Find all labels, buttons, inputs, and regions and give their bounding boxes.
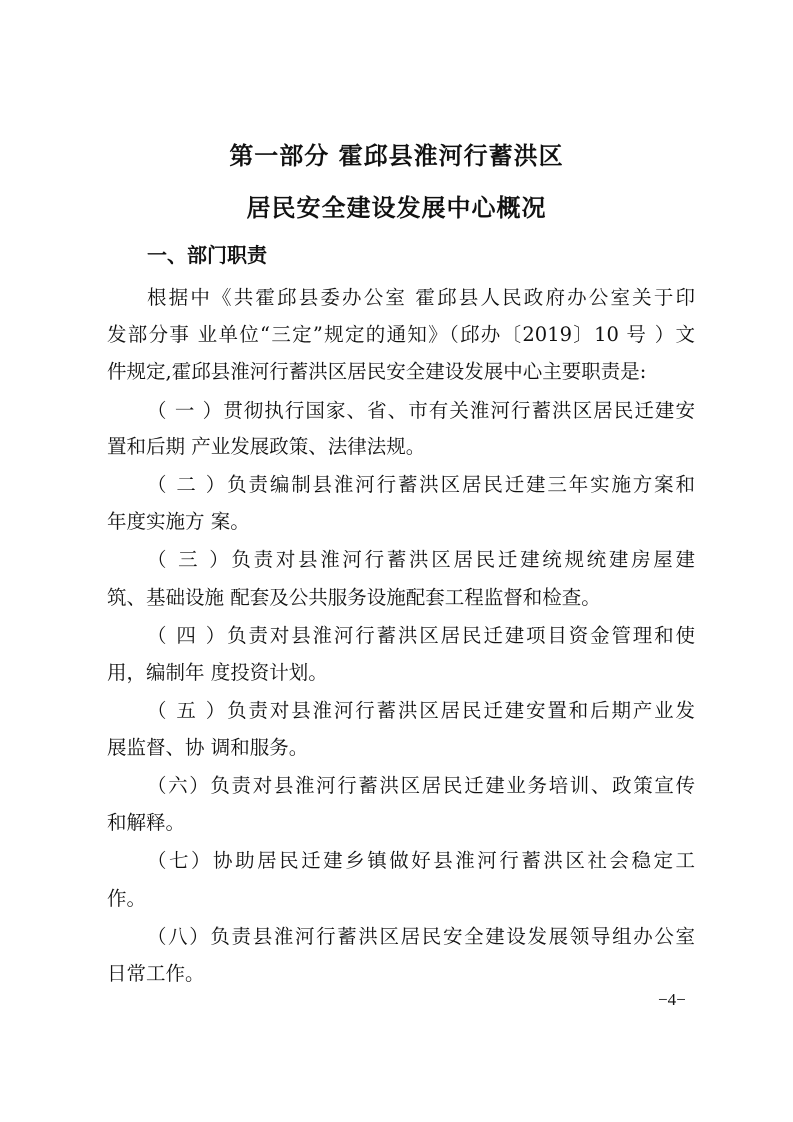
duty-1-line-1: （ 一 ）贯彻执行国家、省、市有关淮河行蓄洪区居民迁建安 (147, 399, 695, 422)
duty-6-line-2: 和解释。 (107, 811, 186, 834)
section-heading: 一、部门职责 (147, 243, 267, 267)
duty-2-line-1: （ 二 ）负责编制县淮河行蓄洪区居民迁建三年实施方案和 (147, 473, 695, 496)
document-title-line-2: 居民安全建设发展中心概况 (246, 194, 547, 222)
duty-6-line-1: （六）负责对县淮河行蓄洪区居民迁建业务培训、政策宣传 (147, 774, 695, 797)
duty-3-line-1: （ 三 ）负责对县淮河行蓄洪区居民迁建统规统建房屋建 (147, 548, 695, 571)
duty-8-line-2: 日常工作。 (107, 962, 205, 985)
duty-5-line-2: 展监督、协 调和服务。 (107, 736, 309, 759)
duty-4-line-1: （ 四 ）负责对县淮河行蓄洪区居民迁建项目资金管理和使 (147, 624, 695, 647)
duty-1-line-2: 置和后期 产业发展政策、法律法规。 (107, 435, 426, 458)
duty-4-line-2: 用，编制年 度投资计划。 (107, 661, 328, 684)
document-title-line-1: 第一部分 霍邱县淮河行蓄洪区 (229, 142, 564, 170)
intro-line-1: 根据中《共霍邱县委办公室 霍邱县人民政府办公室关于印 (147, 286, 695, 309)
duty-8-line-1: （八）负责县淮河行蓄洪区居民安全建设发展领导组办公室 (147, 925, 695, 948)
duty-5-line-1: （ 五 ）负责对县淮河行蓄洪区居民迁建安置和后期产业发 (147, 699, 695, 722)
intro-line-3: 件规定,霍邱县淮河行蓄洪区居民安全建设发展中心主要职责是: (107, 360, 647, 383)
intro-line-2: 发部分事 业单位“三定”规定的通知》（邱办〔2019〕10 号 ）文 (107, 323, 695, 346)
page-number: −4− (658, 990, 686, 1009)
duty-3-line-2: 筑、基础设施 配套及公共服务设施配套工程监督和检查。 (107, 586, 601, 609)
duty-7-line-1: （七）协助居民迁建乡镇做好县淮河行蓄洪区社会稳定工 (147, 849, 695, 872)
duty-7-line-2: 作。 (107, 887, 147, 910)
duty-2-line-2: 年度实施方 案。 (107, 510, 250, 533)
